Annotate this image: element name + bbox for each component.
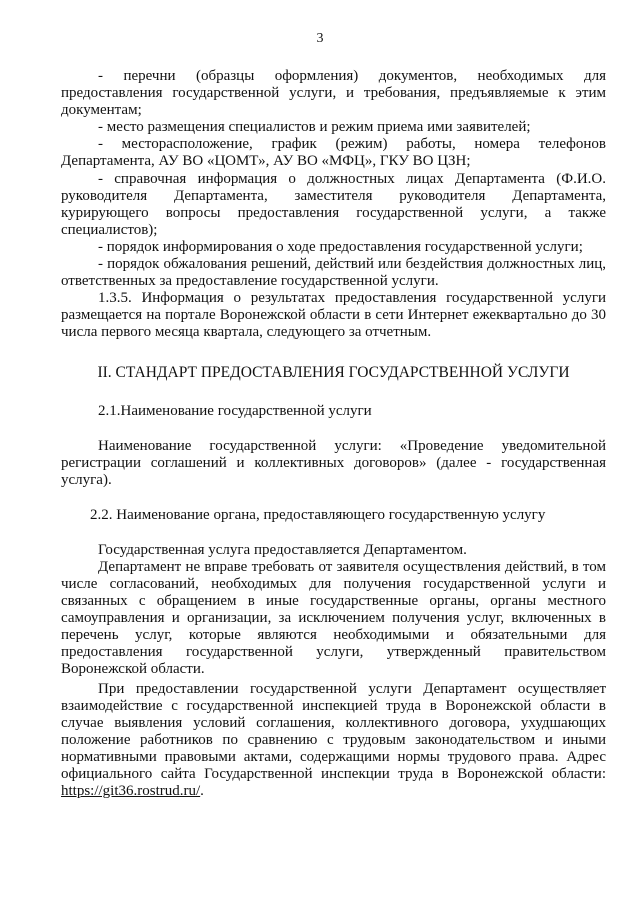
paragraph-line: услуга).	[61, 472, 112, 488]
list-item-line: Департамента, АУ ВО «ЦОМТ», АУ ВО «МФЦ», ГКУ ВО ЦЗН;	[61, 153, 471, 169]
section-heading: II. СТАНДАРТ ПРЕДОСТАВЛЕНИЯ ГОСУДАРСТВЕННОЙ УСЛУГИ	[97, 364, 570, 381]
list-item-line: - месторасположение, график (режим) работы, номера телефонов	[98, 136, 606, 152]
paragraph-line: регистрации соглашений и коллективных договоров» (далее - государственная	[61, 455, 606, 471]
paragraph-line: числе согласований, необходимых для получения государственной услуги и	[61, 576, 606, 592]
paragraph-line: При предоставлении государственной услуги Департамент осуществляет	[98, 681, 606, 697]
list-item-line: - справочная информация о должностных лицах Департамента (Ф.И.О.	[98, 171, 606, 187]
paragraph-line: Воронежской области.	[61, 661, 205, 677]
list-item-line: курирующего вопросы предоставления государственной услуги, а также	[61, 205, 606, 221]
paragraph-line: нормативными правовыми актами, содержащими нормы трудового права. Адрес	[61, 749, 606, 765]
paragraph-line: связанных с обращением в иные государственные органы, органы местного	[61, 593, 606, 609]
paragraph-line: предоставления государственной услуги, утвержденный правительством	[61, 644, 606, 660]
list-item-line: - порядок информирования о ходе предоставления государственной услуги;	[98, 239, 583, 255]
page-number: 3	[316, 31, 324, 46]
paragraph-line: положение работников по сравнению с трудовым законодательством и иными	[61, 732, 606, 748]
paragraph-line-link	[61, 783, 606, 800]
list-item-line: предоставления государственной услуги, и требования, предъявляемые к этим	[61, 85, 606, 101]
list-item-line: специалистов);	[61, 222, 158, 238]
list-item-line: ответственных за предоставление государственной услуги.	[61, 273, 439, 289]
paragraph-line: размещается на портале Воронежской области в сети Интернет ежеквартально до 30	[61, 307, 606, 323]
list-item-line: - порядок обжалования решений, действий или бездействия должностных лиц,	[98, 256, 606, 272]
paragraph-line: перечень услуг, которые являются необходимыми и обязательными для	[61, 627, 606, 643]
list-item-line: - место размещения специалистов и режим приема ими заявителей;	[98, 119, 531, 135]
paragraph-line: Государственная услуга предоставляется Департаментом.	[98, 542, 467, 558]
subsection-title: 2.2. Наименование органа, предоставляющего государственную услугу	[90, 507, 546, 523]
paragraph-line: числа первого месяца квартала, следующего за отчетным.	[61, 324, 432, 340]
paragraph-line: 1.3.5. Информация о результатах предоставления государственной услуги	[98, 290, 606, 306]
list-item-line: руководителя Департамента, заместителя руководителя Департамента,	[61, 188, 606, 204]
paragraph-line: самоуправления и организации, за исключением получения услуг, включенных в	[61, 610, 606, 626]
list-item-line: документам;	[61, 102, 142, 118]
rostrud-link[interactable]: https://git36.rostrud.ru/	[61, 783, 201, 799]
paragraph-line: официального сайта Государственной инспекции труда в Воронежской области:	[61, 766, 606, 782]
link-trailing-period: .	[200, 783, 204, 799]
list-item-line: - перечни (образцы оформления) документов, необходимых для	[98, 68, 606, 84]
paragraph-line: Департамент не вправе требовать от заявителя осуществления действий, в том	[98, 559, 606, 575]
subsection-title: 2.1.Наименование государственной услуги	[98, 403, 372, 419]
paragraph-line: случае выявления условий соглашения, коллективного договора, ухудшающих	[61, 715, 606, 731]
paragraph-line: Наименование государственной услуги: «Проведение уведомительной	[98, 438, 606, 454]
paragraph-line: взаимодействие с государственной инспекцией труда в Воронежской области в	[61, 698, 606, 714]
